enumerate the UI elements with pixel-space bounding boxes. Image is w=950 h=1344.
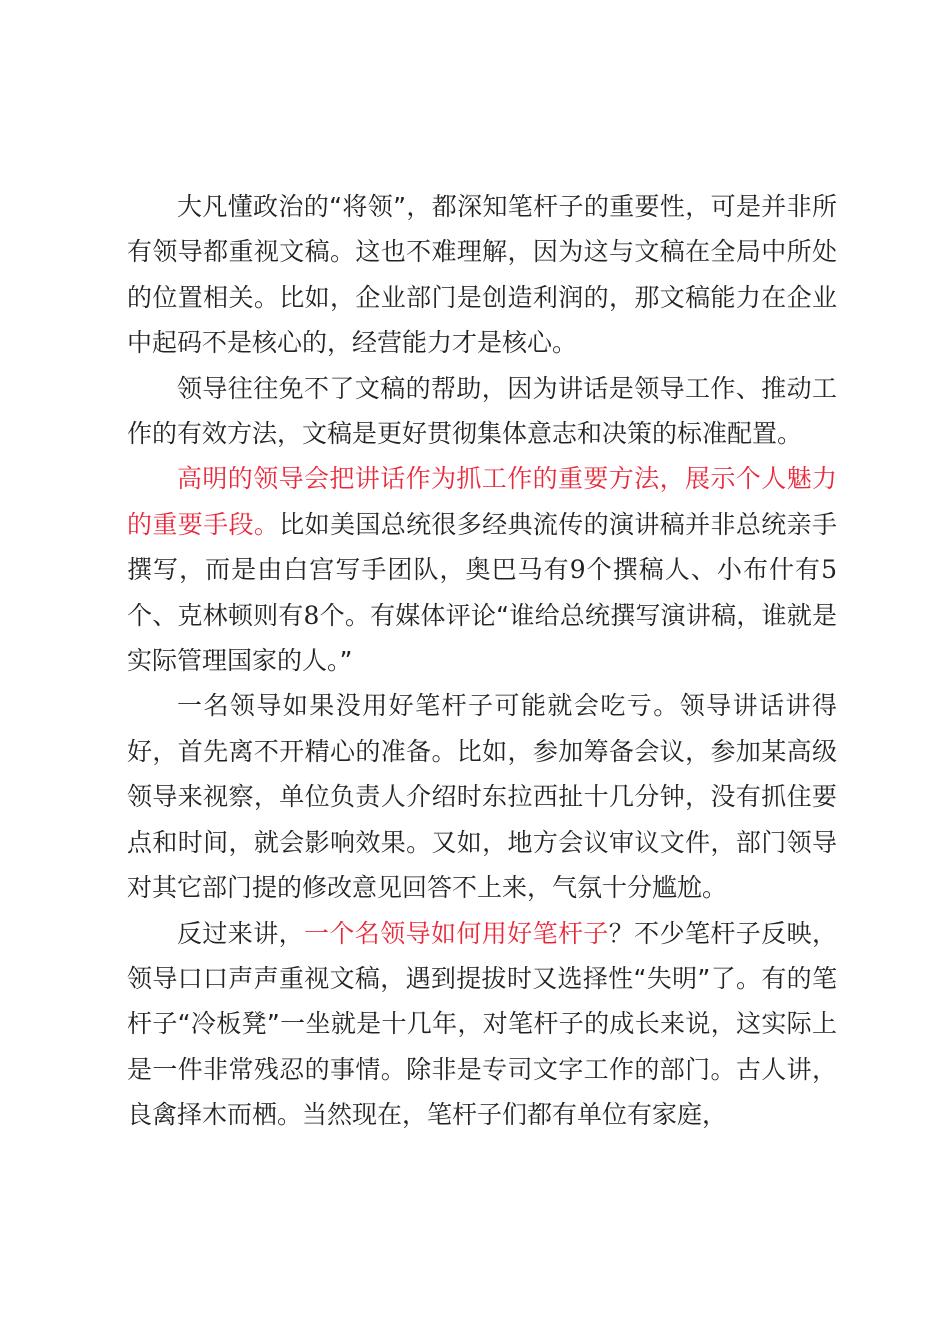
number-bush-writers: 5 — [821, 555, 837, 585]
paragraph-text: 比如美国总统很多经典流传的演讲稿并非总统亲手撰写，而是由白宫写手团队，奥巴马有 — [127, 509, 837, 585]
paragraph-text: 领导往往免不了文稿的帮助，因为讲话是领导工作、推动工作的有效方法，文稿是更好贯彻集体意志和决策的标准配置。 — [127, 373, 837, 449]
paragraph-3 — [127, 456, 837, 683]
paragraph-1 — [127, 184, 837, 366]
paragraph-text: 个、克林顿则有 — [127, 600, 304, 630]
paragraph-text: 反过来讲， — [177, 918, 304, 948]
highlighted-phrase: 一个名领导如何用好笔杆子 — [304, 918, 609, 948]
paragraph-text: 一名领导如果没用好笔杆子可能就会吃亏。领导讲话讲得好，首先离不开精心的准备。比如，参加筹备会议，参加某高级领导来视察，单位负责人介绍时东拉西扯十几分钟，没有抓住要点和时间，就会影响效果。又如，地方会议审议文件，部门领导对其它部门提的修改意见回答不上来，气氛十分尴尬。 — [127, 691, 837, 903]
highlighted-sentence: 高明的领导会把讲话作为抓工作的重要方法，展示个人魅力的重要手段。 — [127, 464, 837, 539]
article-body — [127, 184, 837, 1138]
paragraph-2 — [127, 366, 837, 457]
paragraph-text: 个。有媒体评论“谁给总统撰写演讲稿，谁就是实际管理国家的人。” — [127, 600, 837, 676]
number-obama-writers: 9 — [569, 555, 586, 585]
number-clinton-writers: 8 — [303, 600, 320, 630]
paragraph-5 — [127, 911, 837, 1138]
paragraph-text: 个撰稿人、小布什有 — [585, 555, 822, 585]
paragraph-text: ？不少笔杆子反映，领导口口声声重视文稿，遇到提拔时又选择性“失明”了。有的笔杆子“冷板凳”一坐就是十几年，对笔杆子的成长来说，这实际上是一件非常残忍的事情。除非是专司文字工作的部门。古人讲，良禽择木而栖。当然现在，笔杆子们都有单位有家庭， — [127, 918, 837, 1130]
paragraph-text: 大凡懂政治的“将领”，都深知笔杆子的重要性，可是并非所有领导都重视文稿。这也不难理解，因为这与文稿在全局中所处的位置相关。比如，企业部门是创造利润的，那文稿能力在企业中起码不是核心的，经营能力才是核心。 — [127, 192, 837, 358]
paragraph-4 — [127, 683, 837, 910]
